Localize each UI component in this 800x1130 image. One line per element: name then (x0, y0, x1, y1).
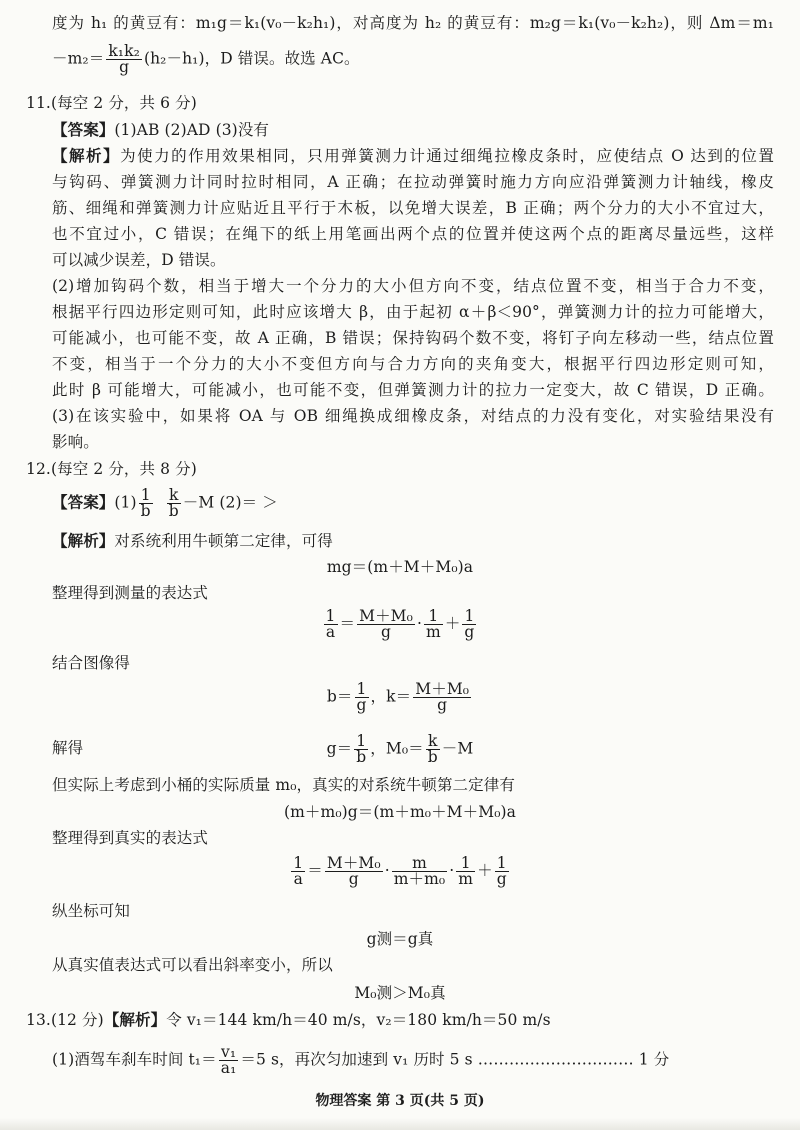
equation: M₀测＞M₀真 (354, 984, 446, 1002)
denominator: g (348, 870, 359, 888)
denominator: g (496, 870, 507, 888)
answer-line (52, 488, 774, 519)
numerator: k (167, 488, 181, 504)
text-line: 根据平行四边形定则可知，此时应该增大 β，由于起初 α＋β＜90°，弹簧测力计的拉力可能增大， (52, 303, 774, 321)
equation: mg＝(m＋M＋M₀)a (326, 558, 474, 576)
text-line: 不变，相当于一个分力的大小不变但方向与合力方向的夹角变大，根据平行四边形定则可知， (52, 355, 774, 373)
fraction (413, 682, 471, 713)
text-segment: (1)酒驾车刹车时间 t₁＝ (52, 1050, 217, 1069)
denominator: m＋m₀ (393, 870, 446, 888)
text-segment: －m₂＝ (52, 49, 105, 68)
text-segment: 为使力的作用效果相同，只用弹簧测力计通过细绳拉橡皮条时，应使结点 O 达到的位置 (120, 147, 774, 165)
numerator: M＋M₀ (359, 607, 413, 625)
fraction (219, 1045, 239, 1076)
numerator: 1 (456, 856, 475, 872)
equation (0, 856, 800, 887)
numerator: 1 (495, 856, 509, 872)
text-line: 此时 β 可能增大，可能减小，也可能不变，但弹簧测力计的拉力一定变大，故 C 错误，D 正确。 (52, 381, 774, 399)
fraction (325, 856, 383, 887)
text-segment: 令 v₁＝144 km/h＝40 m/s，v₂＝180 km/h＝50 m/s (166, 1011, 551, 1029)
text-line (52, 44, 774, 75)
denominator: a₁ (220, 1059, 237, 1077)
fraction (495, 856, 509, 887)
text-segment: b＝ (326, 687, 353, 706)
numerator: 1 (424, 609, 443, 625)
numerator: 1 (325, 607, 336, 625)
text-segment: 对系统利用牛顿第二定律，可得 (114, 532, 333, 550)
fraction (139, 488, 153, 519)
text-segment: ，M₀＝ (370, 739, 424, 758)
operator: · (384, 861, 390, 880)
denominator: a (325, 623, 336, 641)
denominator: m (458, 870, 474, 888)
fraction (354, 734, 368, 765)
numerator: 1 (355, 682, 369, 698)
answer-text: (1)AB (2)AD (3)没有 (114, 121, 270, 139)
equation: (m＋m₀)g＝(m＋m₀＋M＋M₀)a (283, 803, 517, 821)
numerator: 1 (139, 488, 153, 504)
analysis-tag: 【解析】 (52, 531, 115, 550)
numerator: v₁ (219, 1045, 239, 1061)
fraction (355, 682, 369, 713)
denominator: g (464, 623, 475, 641)
denominator: g (356, 696, 367, 714)
text-line: 整理得到真实的表达式 (52, 829, 209, 847)
denominator: g (119, 58, 130, 76)
fraction (324, 609, 338, 640)
text-line: 可能减小，也可能不变，故 A 正确，B 错误；保持钩码个数不变，将钉子向左移动一些，结点位置 (52, 329, 774, 347)
text-line: 从真实值表达式可以看出斜率变小，所以 (52, 956, 333, 974)
text-line: 度为 h₁ 的黄豆有：m₁g＝k₁(v₀－k₂h₁)，对高度为 h₂ 的黄豆有：m₂g＝k₁(v₀－k₂h₂)，则 Δm＝m₁ (52, 14, 774, 32)
fraction (426, 734, 440, 765)
fraction (357, 609, 415, 640)
fraction (106, 44, 142, 75)
text-segment: －M (441, 739, 474, 758)
denominator: b (356, 748, 367, 766)
text-segment: (1) (114, 493, 137, 512)
question-11-header: 11.(每空 2 分，共 6 分) (26, 94, 197, 112)
text-line: 筋、细绳和弹簧测力计应贴近且平行于木板，以免增大误差，B 正确；两个分力的大小不宜过大， (52, 199, 774, 217)
text-line (52, 1045, 774, 1076)
numerator: 1 (293, 854, 304, 872)
text-line: 影响。 (52, 433, 99, 451)
text-line: (3)在该实验中，如果将 OA 与 OB 细绳换成细橡皮条，对结点的力没有变化，对实验结果没有 (52, 407, 774, 425)
fraction (291, 856, 305, 887)
text-line: 与钩码、弹簧测力计同时拉时相同，A 正确；在拉动弹簧时施力方向应沿弹簧测力计轴线，橡皮 (52, 173, 774, 191)
equation (0, 609, 800, 640)
scan-edge (0, 1118, 800, 1130)
operator: · (449, 861, 455, 880)
question-13-header (26, 1009, 748, 1031)
answer-tag: 【答案】 (52, 120, 115, 139)
text-line: 可以减少误差，D 错误。 (52, 251, 226, 269)
operator: ＋ (477, 861, 493, 880)
equation (0, 734, 800, 765)
equation: g测＝g真 (366, 930, 434, 948)
text-line: (2)增加钩码个数，相当于增大一个分力的大小但方向不变，结点位置不变，相当于合力不变， (52, 277, 774, 295)
denominator: b (427, 748, 438, 766)
fraction (424, 609, 443, 640)
numerator: m (392, 856, 448, 872)
text-segment: ＝5 s，再次匀加速到 v₁ 历时 5 s ………………………… 1 分 (240, 1050, 670, 1069)
text-line: 也不宜过小，C 错误；在绳下的纸上用笔画出两个点的位置并使这两个点的距离尽量远些，这样 (52, 225, 774, 243)
denominator: g (437, 696, 448, 714)
denominator: g (381, 623, 392, 641)
fraction (456, 856, 475, 887)
denominator: m (426, 623, 441, 641)
text-segment: －M (2)＝ ＞ (182, 493, 278, 512)
text-segment: g＝ (326, 739, 353, 758)
question-12-header: 12.(每空 2 分，共 8 分) (26, 460, 197, 478)
numerator: k₁k₂ (108, 42, 140, 60)
analysis-line (52, 530, 774, 552)
analysis-tag: 【解析】 (103, 1010, 167, 1029)
fraction (462, 609, 476, 640)
fraction (167, 488, 181, 519)
operator: · (416, 614, 422, 633)
operator: ＋ (444, 614, 461, 633)
text-segment: 13.(12 分) (26, 1011, 104, 1029)
numerator: M＋M₀ (415, 680, 470, 698)
fraction (392, 856, 448, 887)
page-footer: 物理答案 第 3 页(共 5 页) (315, 1093, 485, 1109)
denominator: b (168, 502, 179, 520)
text-line: 结合图像得 (52, 654, 131, 672)
numerator: 1 (354, 734, 368, 750)
text-line: 整理得到测量的表达式 (52, 584, 209, 602)
answer-line (52, 119, 774, 141)
denominator: b (140, 502, 151, 520)
answer-tag: 【答案】 (52, 492, 115, 512)
analysis-tag: 【解析】 (52, 146, 121, 165)
text-line: 解得 (52, 739, 84, 757)
text-line: 但实际上考虑到小桶的实际质量 m₀，真实的对系统牛顿第二定律有 (52, 776, 515, 794)
text-segment: (h₂－h₁)，D 错误。故选 AC。 (143, 49, 360, 68)
numerator: M＋M₀ (326, 854, 381, 872)
equation (0, 682, 800, 713)
numerator: k (426, 734, 440, 750)
operator: ＝ (307, 861, 323, 880)
denominator: a (293, 870, 303, 888)
text-segment: ，k＝ (370, 687, 412, 706)
operator: ＝ (339, 614, 356, 633)
analysis-line (52, 145, 774, 167)
text-line: 纵坐标可知 (52, 902, 131, 920)
numerator: 1 (462, 609, 476, 625)
